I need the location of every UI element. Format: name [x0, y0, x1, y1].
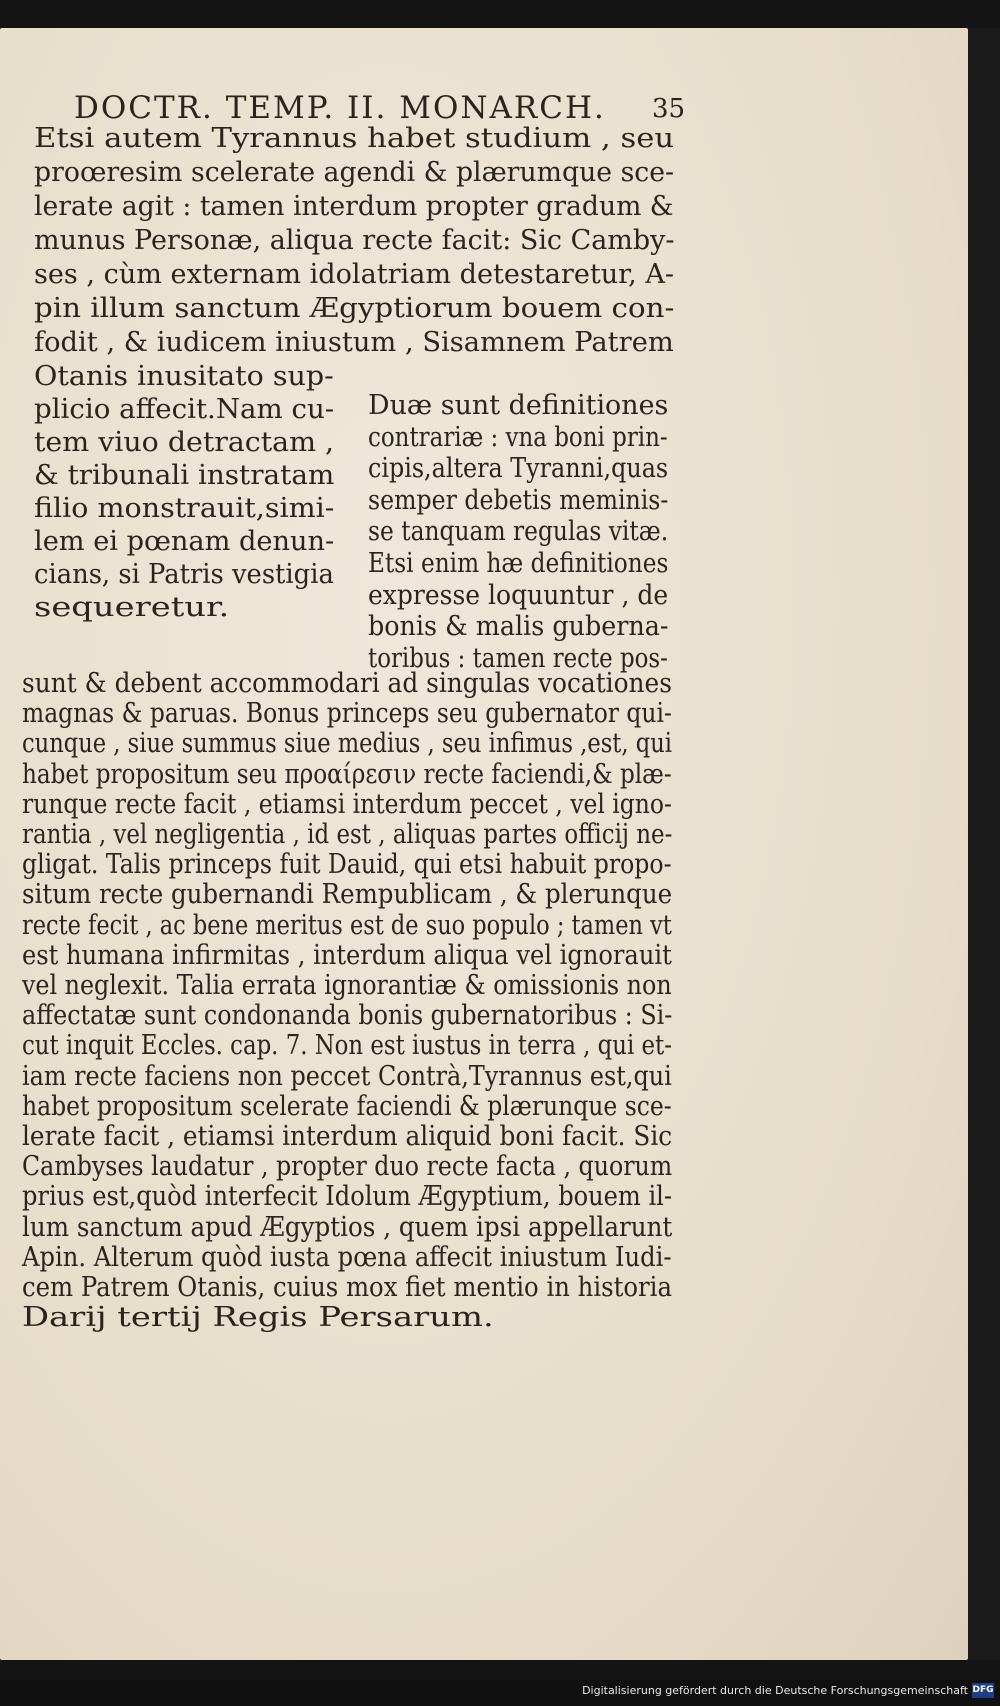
- text-line: iam recte faciens non peccet Contrà,Tyrannus est,qui: [22, 1060, 672, 1092]
- text-line: vel neglexit. Talia errata ignorantiæ & omissionis non: [22, 970, 672, 1001]
- text-line: proœresim scelerate agendi & plærumque sce-: [34, 157, 675, 188]
- text-line: situm recte gubernandi Rempublicam , & plerunque: [22, 879, 673, 911]
- text-line: lerate agit : tamen interdum propter gradum &: [34, 191, 674, 222]
- text-line: cunque , siue summus siue medius , seu infimus ,est, qui: [22, 728, 672, 760]
- text-line: runque recte facit , etiamsi interdum peccet , vel igno-: [22, 788, 672, 820]
- text-line: cut inquit Eccles. cap. 7. Non est iustus in terra , qui et-: [22, 1030, 672, 1062]
- text-line: recte fecit , ac bene meritus est de suo populo ; tamen vt: [22, 909, 672, 941]
- text-line: bonis & malis guberna-: [368, 611, 669, 643]
- text-line: lem ei pœnam denun-: [34, 526, 335, 557]
- text-line: lerate facit , etiamsi interdum aliquid boni facit. Sic: [22, 1121, 673, 1152]
- footer-bar: [0, 1680, 1000, 1706]
- text-line: affectatæ sunt condonanda bonis gubernatoribus : Si-: [22, 1000, 673, 1032]
- text-line: Etsi autem Tyrannus habet studium , seu: [34, 123, 675, 154]
- text-line: est humana infirmitas , interdum aliqua vel ignorauit: [22, 939, 672, 971]
- text-line: Apin. Alterum quòd iusta pœna affecit iniustum Iudi-: [22, 1241, 672, 1273]
- text-line: gligat. Talis princeps fuit Dauid, qui etsi habuit propo-: [22, 849, 672, 881]
- text-line: se tanquam regulas vitæ.: [368, 516, 669, 548]
- page-number: 35: [652, 94, 686, 124]
- text-line: Darij tertij Regis Persarum.: [22, 1302, 494, 1334]
- text-line: habet propositum seu προαίρεσιν recte faciendi,& plæ-: [22, 758, 672, 790]
- text-line: pin illum sanctum Ægyptiorum bouem con-: [34, 293, 675, 324]
- text-line: sequeretur.: [34, 592, 230, 623]
- text-line: filio monstrauit,simi-: [34, 493, 335, 524]
- text-line: lum sanctum apud Ægyptios , quem ipsi appellarunt: [22, 1211, 673, 1243]
- text-line: cipis,altera Tyranni,quas: [368, 453, 669, 485]
- text-line: sunt & debent accommodari ad singulas vocationes: [22, 668, 672, 699]
- text-line: Otanis inusitato sup-: [34, 361, 334, 392]
- text-line: ses , cùm externam idolatriam detestaretur, A-: [34, 259, 675, 290]
- text-line: Cambyses laudatur , propter duo recte facta , quorum: [22, 1151, 673, 1183]
- footer-credit: Digitalisierung gefördert durch die Deutsche Forschungsgemeinschaft: [582, 1684, 968, 1697]
- page-edge-shadow: [968, 28, 1000, 1660]
- text-line: expresse loquuntur , de: [368, 579, 669, 611]
- text-line: Duæ sunt definitiones: [368, 390, 669, 421]
- text-line: tem viuo detractam ,: [34, 427, 335, 458]
- text-line: toribus : tamen recte pos-: [368, 642, 668, 674]
- text-line: Etsi enim hæ definitiones: [368, 548, 669, 579]
- text-line: fodit , & iudicem iniustum , Sisamnem Patrem: [34, 327, 674, 358]
- text-line: contrariæ : vna boni prin-: [368, 421, 668, 453]
- text-line: cem Patrem Otanis, cuius mox fiet mentio in historia: [22, 1272, 672, 1303]
- text-line: cians, si Patris vestigia: [34, 559, 334, 590]
- text-line: habet propositum scelerate faciendi & plærunque sce-: [22, 1090, 672, 1122]
- text-line: & tribunali instratam: [34, 460, 335, 491]
- dfg-logo: DFG: [972, 1683, 994, 1698]
- text-line: prius est,quòd interfecit Idolum Ægyptium, bouem il-: [22, 1181, 673, 1213]
- text-line: plicio affecit.Nam cu-: [34, 394, 335, 425]
- text-line: semper debetis meminis-: [368, 484, 669, 516]
- text-line: rantia , vel negligentia , id est , aliquas partes officij ne-: [22, 819, 673, 850]
- text-line: magnas & paruas. Bonus princeps seu gubernator qui-: [22, 698, 672, 730]
- text-line: munus Personæ, aliqua recte facit: Sic Camby-: [34, 225, 675, 256]
- running-head: DOCTR. TEMP. II. MONARCH.: [74, 90, 606, 126]
